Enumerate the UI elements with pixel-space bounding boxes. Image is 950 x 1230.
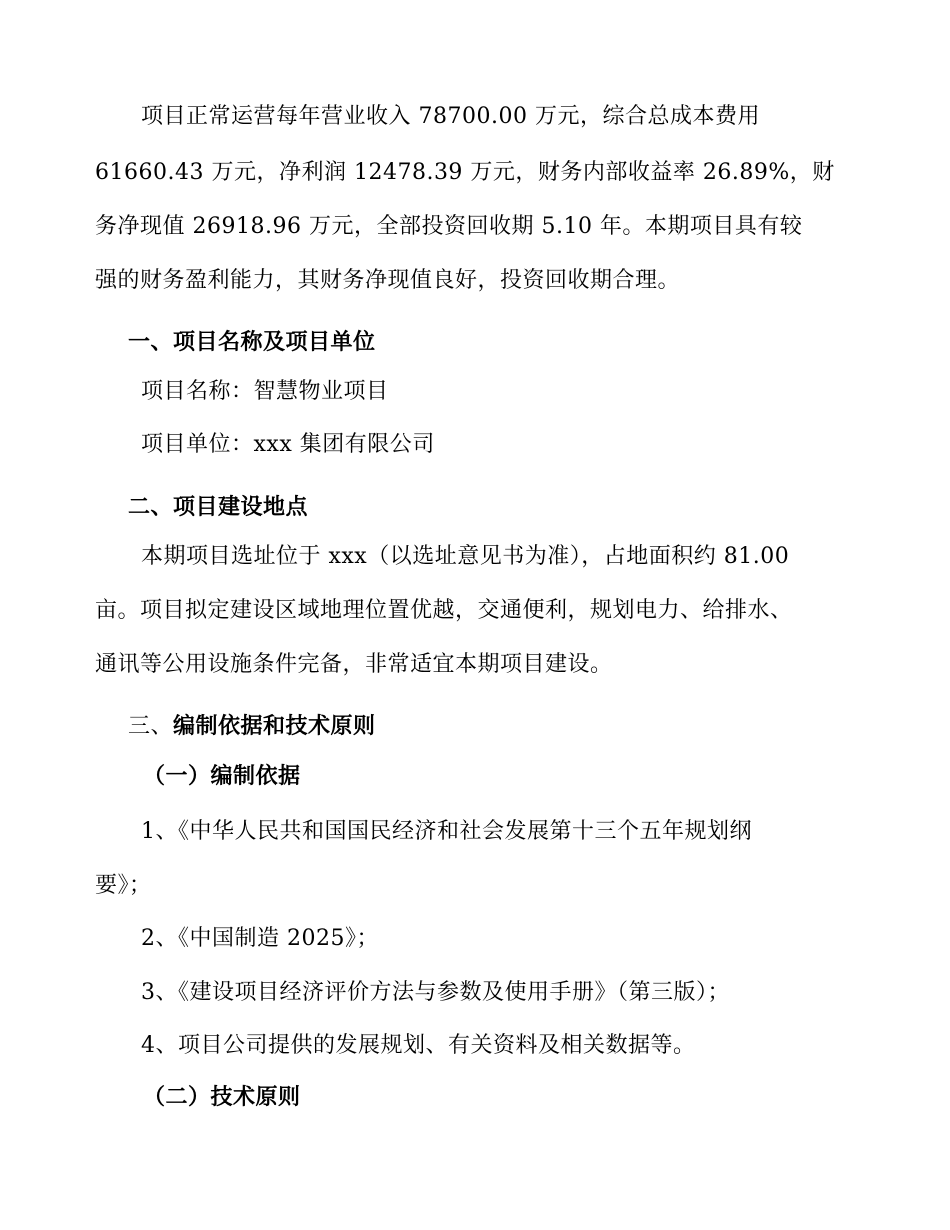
- subheading-basis: （一）编制依据: [143, 764, 301, 789]
- list-item: 1、《中华人民共和国国民经济和社会发展第十三个五年规划纲: [141, 819, 752, 844]
- paragraph-line: 项目正常运营每年营业收入 78700.00 万元，综合总成本费用: [141, 104, 760, 129]
- project-name-line: 项目名称：智慧物业项目: [141, 379, 389, 404]
- list-item: 3、《建设项目经济评价方法与参数及使用手册》（第三版）；: [141, 980, 730, 1005]
- section-number: 三、: [128, 714, 174, 739]
- project-unit-line: 项目单位：xxx 集团有限公司: [141, 432, 435, 457]
- subheading-principles: （二）技术原则: [143, 1085, 301, 1110]
- list-item: 4、项目公司提供的发展规划、有关资料及相关数据等。: [141, 1033, 696, 1058]
- paragraph-line: 强的财务盈利能力，其财务净现值良好，投资回收期合理。: [95, 268, 681, 293]
- paragraph-line: 务净现值 26918.96 万元，全部投资回收期 5.10 年。本期项目具有较: [95, 214, 803, 239]
- paragraph-line: 亩。项目拟定建设区域地理位置优越，交通便利，规划电力、给排水、: [95, 598, 793, 623]
- section-title: 编制依据和技术原则: [173, 714, 376, 739]
- list-item: 2、《中国制造 2025》；: [141, 926, 379, 951]
- section-heading-location: 二、项目建设地点: [128, 495, 309, 520]
- section-heading-basis: [128, 712, 898, 742]
- paragraph-line: 61660.43 万元，净利润 12478.39 万元，财务内部收益率 26.89%，财: [95, 160, 835, 185]
- section-heading-project-name: 一、项目名称及项目单位: [128, 330, 376, 355]
- paragraph-line: 本期项目选址位于 xxx（以选址意见书为准），占地面积约 81.00: [141, 544, 790, 569]
- list-item-continuation: 要》；: [95, 873, 152, 898]
- paragraph-line: 通讯等公用设施条件完备，非常适宜本期项目建设。: [95, 652, 613, 677]
